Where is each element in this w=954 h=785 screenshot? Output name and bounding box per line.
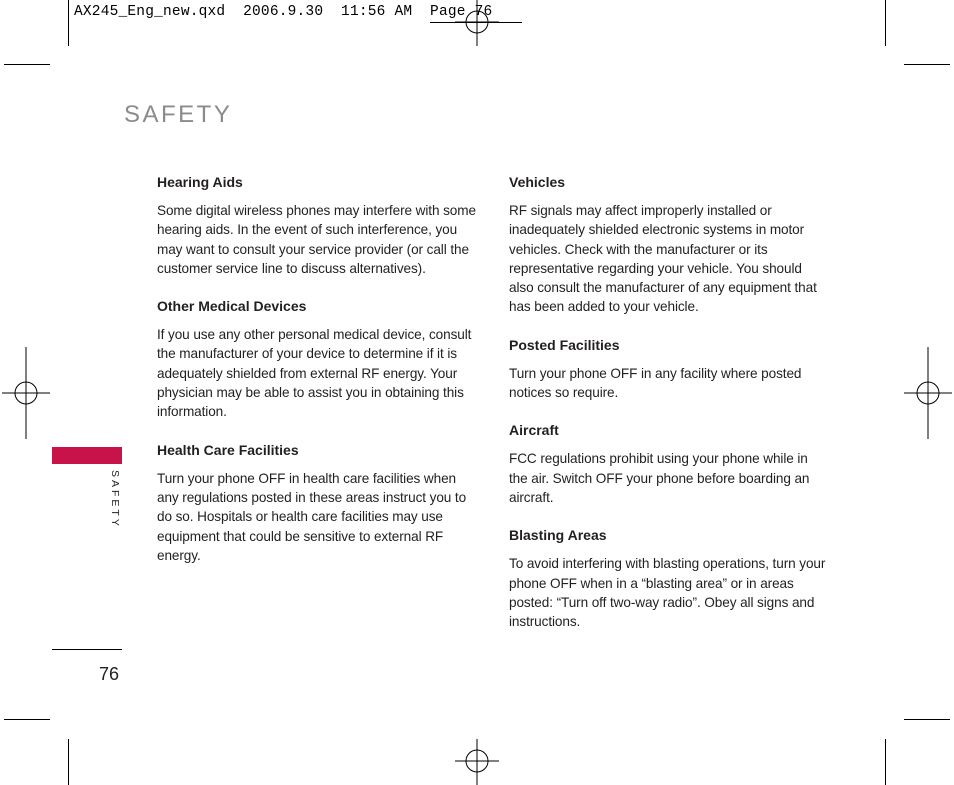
page-number: 76 (99, 664, 120, 684)
section-hearing-aids (157, 173, 479, 278)
section-body: FCC regulations prohibit using your phone while in the air. Switch OFF your phone before boarding an aircraft. (509, 451, 810, 505)
section-heading: Blasting Areas (509, 527, 607, 544)
section-aircraft (509, 421, 829, 507)
section-body: If you use any other personal medical device, consult the manufacturer of your device to determine if it is adequately shielded from external RF energy. Your physician may be able to assist you in obtaining this information. (157, 327, 472, 420)
page-title: SAFETY (124, 101, 233, 128)
crop-mark (885, 0, 886, 46)
registration-mark-icon (455, 0, 499, 46)
section-heading: Other Medical Devices (157, 298, 307, 315)
section-tab-label: SAFETY (109, 470, 121, 529)
registration-mark-icon (2, 347, 50, 439)
crop-mark (4, 719, 50, 720)
crop-mark (68, 0, 69, 46)
right-column (509, 173, 829, 650)
section-tab-marker (52, 447, 122, 464)
section-other-medical-devices (157, 297, 479, 421)
section-body: Turn your phone OFF in any facility where posted notices so require. (509, 365, 802, 401)
section-heading: Hearing Aids (157, 174, 243, 190)
section-heading: Posted Facilities (509, 336, 620, 353)
section-body: RF signals may affect improperly installed or inadequately shielded electronic systems in motor vehicles. Check with the manufacturer or its representative regarding your vehicle. You should also consult the manufacturer of any equipment that has been added to your vehicle. (509, 203, 817, 315)
registration-mark-icon (455, 739, 499, 785)
section-body: Some digital wireless phones may interfere with some hearing aids. In the event of such interference, you may want to consult your service provider (or call the customer service line to discuss alternatives). (157, 203, 476, 276)
registration-mark-icon (904, 347, 952, 439)
section-vehicles (509, 173, 829, 317)
left-column (157, 173, 479, 584)
print-slug: AX245_Eng_new.qxd 2006.9.30 11:56 AM Page 76 (74, 4, 493, 20)
section-body: Turn your phone OFF in health care facilities when any regulations posted in these areas instruct you to do so. Hospitals or health care facilities may use equipment that could be sensitive to external RF energy. (157, 470, 467, 563)
crop-mark (904, 719, 950, 720)
section-heading: Vehicles (509, 174, 566, 190)
crop-mark (4, 64, 50, 65)
crop-mark (904, 64, 950, 65)
footer-divider (52, 649, 122, 650)
crop-mark (68, 739, 69, 785)
section-heading: Aircraft (509, 422, 559, 439)
section-posted-facilities (509, 336, 829, 403)
section-health-care-facilities (157, 441, 479, 565)
section-heading: Health Care Facilities (157, 441, 299, 458)
section-blasting-areas (509, 526, 829, 631)
section-body: To avoid interfering with blasting operations, turn your phone OFF when in a “blasting area” or in areas posted: “Turn off two-way radio”. Obey all signs and instructions. (509, 556, 826, 630)
crop-mark (885, 739, 886, 785)
